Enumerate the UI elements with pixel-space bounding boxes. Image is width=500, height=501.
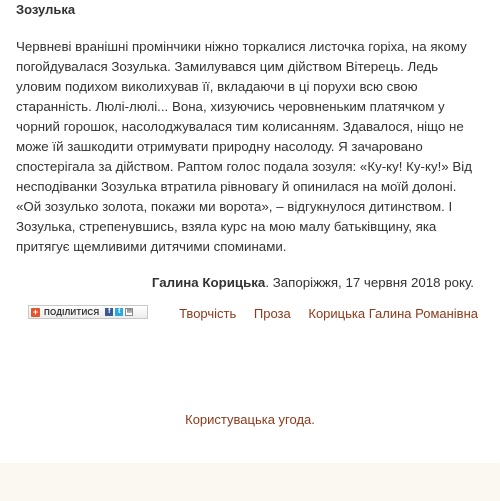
share-and-tags-row: [28, 305, 478, 323]
tag-proza[interactable]: Проза: [253, 306, 291, 321]
article-signature: [16, 274, 484, 292]
author-name: Галина Корицька: [151, 275, 266, 290]
article-body: Червневі вранішні промінчики ніжно торкалися листочка горіха, на якому погойдувалася Зозулька. Замилувався цим дійством Вітерець. Ледь уловим подихом виколихував її, вкладаючи в ці порухи всю свою старанність. Люлі-люлі... Вона, хизуючись черовненьким платячком у чорний горошок, насолоджувалася тим колисанням. Здавалося, ніщо не може їй зашкодити отримувати природну насолоду. Я зачаровано спостерігала за дійством. Раптом голос подала зозуля: «Ку-ку! Ку-ку!» Від несподіванки Зозулька втратила рівновагу й опинилася на моїй долоні. «Ой зозулько золота, покажи ми ворота», – відгукнулося дитинством. І Зозулька, стрепенувшись, взяла курс на мою малу батьківщину, яка притягує щемливими дитячими споминами.: [16, 39, 472, 254]
share-button[interactable]: [28, 305, 148, 319]
tag-author[interactable]: Корицька Галина Романівна: [308, 306, 478, 321]
plus-icon: +: [32, 306, 39, 317]
twitter-icon: t: [115, 308, 123, 316]
share-label: ПОДІЛИТИСЯ: [44, 307, 100, 317]
article: [16, 0, 484, 292]
footer-band: [0, 463, 500, 501]
mail-icon: ✉: [126, 309, 132, 315]
facebook-icon: f: [105, 308, 113, 316]
user-agreement-link[interactable]: Користувацька угода.: [185, 412, 315, 427]
tag-links: [165, 306, 478, 322]
tag-tvorchist[interactable]: Творчість: [179, 306, 237, 321]
signature-place-date: . Запоріжжя, 17 червня 2018 року.: [265, 275, 474, 290]
article-title: Зозулька: [16, 2, 76, 17]
